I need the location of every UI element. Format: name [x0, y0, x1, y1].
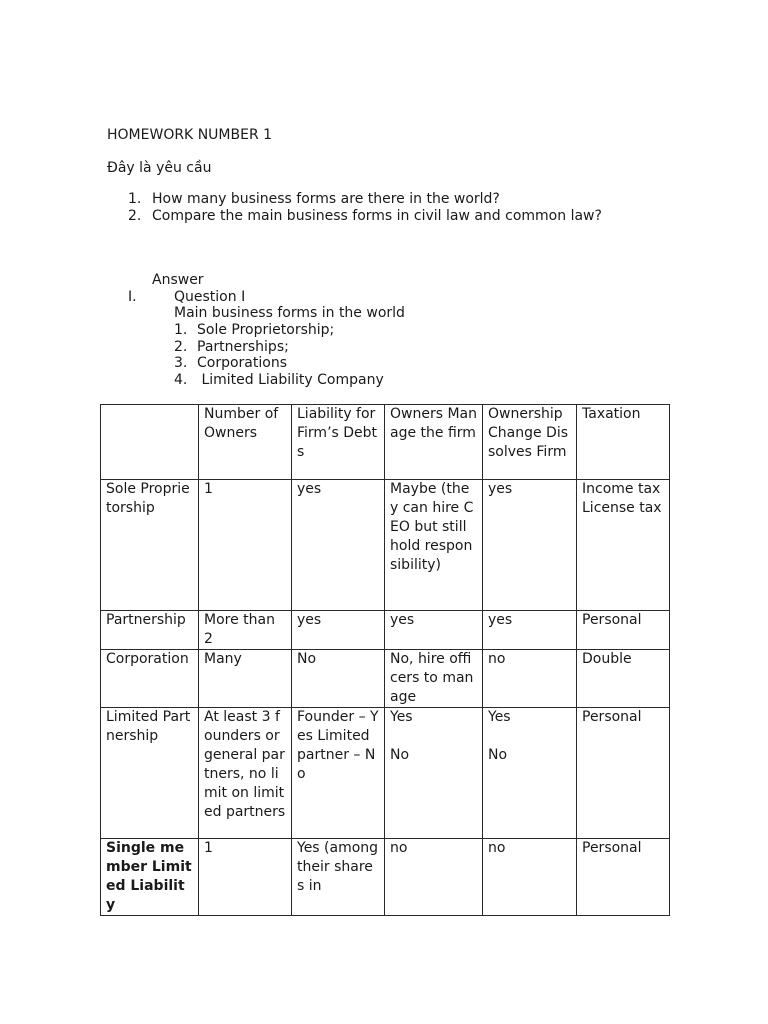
row-name-cell: Corporation: [101, 650, 199, 708]
table-cell: 1: [199, 839, 292, 916]
table-cell: [577, 480, 670, 611]
section-heading: [128, 289, 245, 306]
table-cell: Personal: [577, 708, 670, 839]
table-cell: Yes (among their shares in: [292, 839, 385, 916]
tax-line: License tax: [582, 500, 662, 516]
row-name-cell: Single member Limited Liability: [101, 839, 199, 916]
header-cell: [101, 405, 199, 480]
table-cell: Double: [577, 650, 670, 708]
list-item: [174, 355, 384, 372]
cell-line: Yes: [390, 709, 413, 725]
page-title: HOMEWORK NUMBER 1: [107, 127, 273, 143]
table-cell: At least 3 founders or general partners, no limit on limited partners: [199, 708, 292, 839]
answer-label: Answer: [152, 272, 204, 288]
row-name-cell: Partnership: [101, 611, 199, 650]
cell-line: Yes: [488, 709, 511, 725]
list-text: Corporations: [197, 355, 287, 371]
list-item: [174, 372, 384, 389]
header-cell: Taxation: [577, 405, 670, 480]
question-text: How many business forms are there in the world?: [152, 191, 500, 207]
business-forms-list: [174, 322, 384, 388]
list-text: Limited Liability Company: [197, 371, 384, 388]
table-cell: Many: [199, 650, 292, 708]
header-cell: Ownership Change Dissolves Firm: [483, 405, 577, 480]
question-text: Compare the main business forms in civil law and common law?: [152, 208, 602, 224]
table-row: [101, 611, 670, 650]
list-number: 3.: [174, 355, 188, 371]
table-cell: More than 2: [199, 611, 292, 650]
subheading: Main business forms in the world: [174, 305, 405, 321]
header-cell: Owners Manage the firm: [385, 405, 483, 480]
table-cell: Maybe (they can hire CEO but still hold responsibility): [385, 480, 483, 611]
table-cell: yes: [483, 480, 577, 611]
section-roman: I.: [128, 289, 137, 305]
table-cell: no: [483, 650, 577, 708]
table-cell: yes: [385, 611, 483, 650]
table-cell: No: [292, 650, 385, 708]
table-header-row: [101, 405, 670, 480]
question-item: [128, 191, 602, 208]
table-row: [101, 708, 670, 839]
table-cell: no: [385, 839, 483, 916]
list-text: Sole Proprietorship;: [197, 322, 335, 338]
question-number: 2.: [128, 208, 142, 224]
table-cell: 1: [199, 480, 292, 611]
table-cell: No, hire officers to manage: [385, 650, 483, 708]
table-cell: no: [483, 839, 577, 916]
request-line: Đây là yêu cầu: [107, 160, 212, 176]
question-list: [128, 191, 602, 225]
table-row: [101, 839, 670, 916]
table-cell: [385, 708, 483, 839]
table-cell: Personal: [577, 611, 670, 650]
table-row: [101, 650, 670, 708]
list-number: 1.: [174, 322, 188, 338]
list-item: [174, 339, 384, 356]
row-name-cell: Sole Proprietorship: [101, 480, 199, 611]
cell-line: No: [488, 747, 508, 763]
table-cell: yes: [483, 611, 577, 650]
list-number: 4.: [174, 371, 188, 388]
header-cell: Number of Owners: [199, 405, 292, 480]
tax-line: Income tax: [582, 481, 661, 497]
table-cell: Personal: [577, 839, 670, 916]
table-row: [101, 480, 670, 611]
comparison-table: [100, 404, 670, 916]
question-number: 1.: [128, 191, 142, 207]
table-cell: yes: [292, 480, 385, 611]
section-title: Question I: [174, 289, 246, 305]
cell-line: No: [390, 747, 410, 763]
list-number: 2.: [174, 338, 188, 355]
table-cell: [483, 708, 577, 839]
table-cell: Founder – Yes Limited partner – No: [292, 708, 385, 839]
list-text: Partnerships;: [197, 338, 289, 355]
header-cell: Liability for Firm’s Debts: [292, 405, 385, 480]
question-item: [128, 208, 602, 225]
row-name-cell: Limited Partnership: [101, 708, 199, 839]
list-item: [174, 322, 384, 339]
table-cell: yes: [292, 611, 385, 650]
